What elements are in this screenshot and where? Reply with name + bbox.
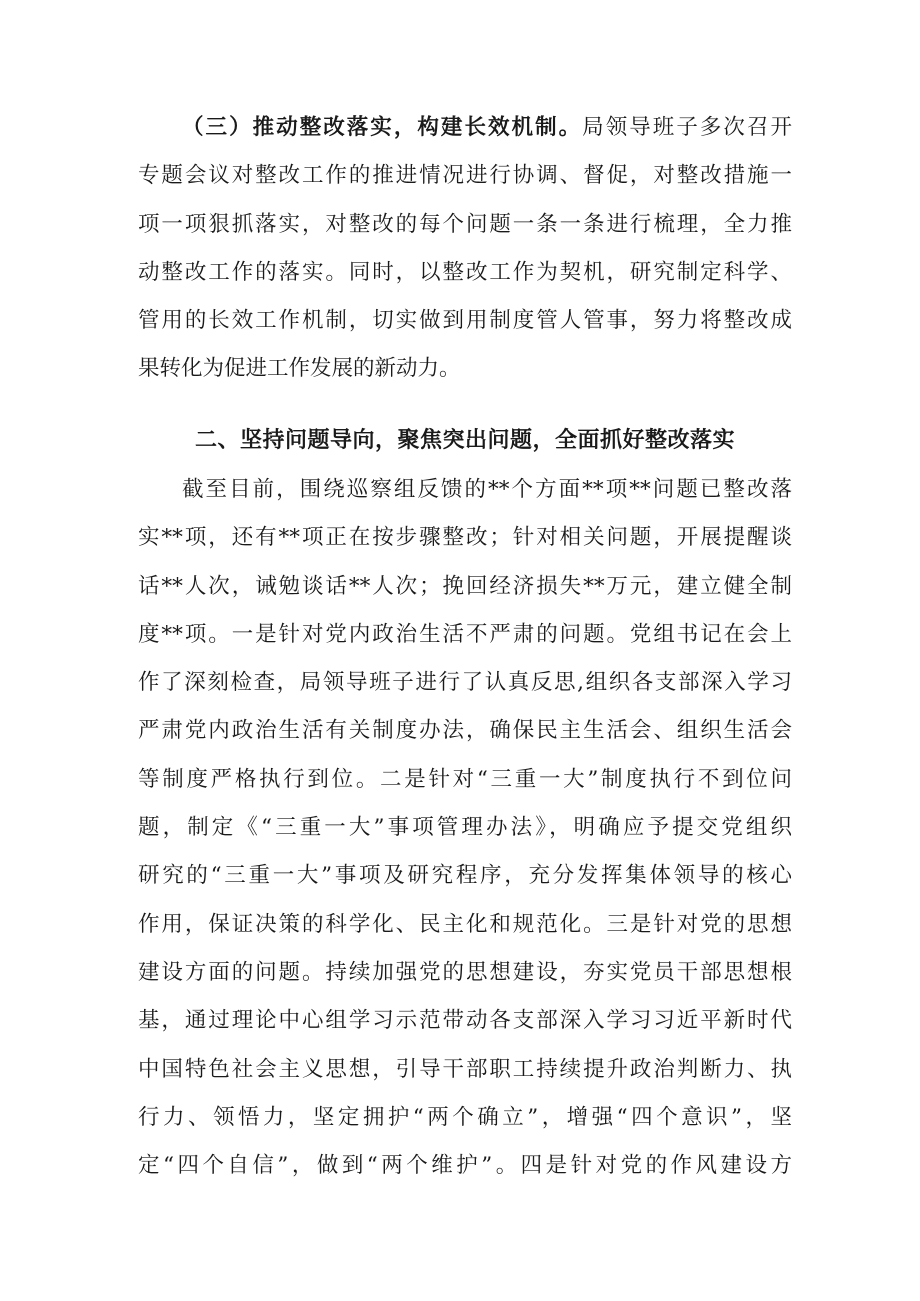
body-line: 实**项，还有**项正在按步骤整改；针对相关问题，开展提醒谈 [138, 525, 792, 551]
body-line: 研究的“三重一大”事项及研究程序，充分发挥集体领导的核心 [138, 863, 792, 889]
body-line: 作用，保证决策的科学化、民主化和规范化。三是针对党的思想 [138, 911, 792, 937]
body-line: 基，通过理论中心组学习示范带动各支部深入学习习近平新时代 [138, 1008, 792, 1034]
section-3-line-4: 动整改工作的落实。同时，以整改工作为契机，研究制定科学、 [138, 259, 792, 285]
section-heading-2: 二、坚持问题导向，聚焦突出问题，全面抓好整改落实 [194, 427, 735, 453]
body-line: 建设方面的问题。持续加强党的思想建设，夯实党员干部思想根 [138, 959, 792, 985]
section-2-body-paragraph [138, 466, 792, 1190]
body-line: 作了深刻检查，局领导班子进行了认真反思,组织各支部深入学习 [138, 670, 792, 696]
body-line: 定“四个自信”，做到“两个维护”。四是针对党的作风建设方 [138, 1153, 792, 1179]
body-line: 题，制定《“三重一大”事项管理办法》，明确应予提交党组织 [138, 815, 792, 841]
body-line: 话**人次，诫勉谈话**人次；挽回经济损失**万元，建立健全制 [138, 573, 792, 599]
section-3-line-1: （三）推动整改落实，构建长效机制。局领导班子多次召开 [182, 115, 792, 140]
section-3-line-6: 果转化为促进工作发展的新动力。 [138, 356, 461, 382]
body-line: 等制度严格执行到位。二是针对“三重一大”制度执行不到位问 [138, 766, 792, 792]
body-line: 截至目前，围绕巡察组反馈的**个方面**项**问题已整改落 [182, 477, 792, 502]
section-3-paragraph [138, 104, 792, 394]
body-line: 行力、领悟力，坚定拥护“两个确立”，增强“四个意识”，坚 [138, 1104, 792, 1130]
body-line: 严肃党内政治生活有关制度办法，确保民主生活会、组织生活会 [138, 718, 792, 744]
body-line: 中国特色社会主义思想，引导干部职工持续提升政治判断力、执 [138, 1056, 792, 1082]
section-3-line-5: 管用的长效工作机制，切实做到用制度管人管事，努力将整改成 [138, 308, 792, 334]
section-3-lead: （三）推动整改落实，构建长效机制。 [182, 115, 583, 140]
section-3-line-2: 专题会议对整改工作的推进情况进行协调、督促，对整改措施一 [138, 163, 792, 189]
section-3-line-3: 项一项狠抓落实，对整改的每个问题一条一条进行梳理，全力推 [138, 211, 792, 237]
body-line: 度**项。一是针对党内政治生活不严肃的问题。党组书记在会上 [138, 621, 792, 647]
